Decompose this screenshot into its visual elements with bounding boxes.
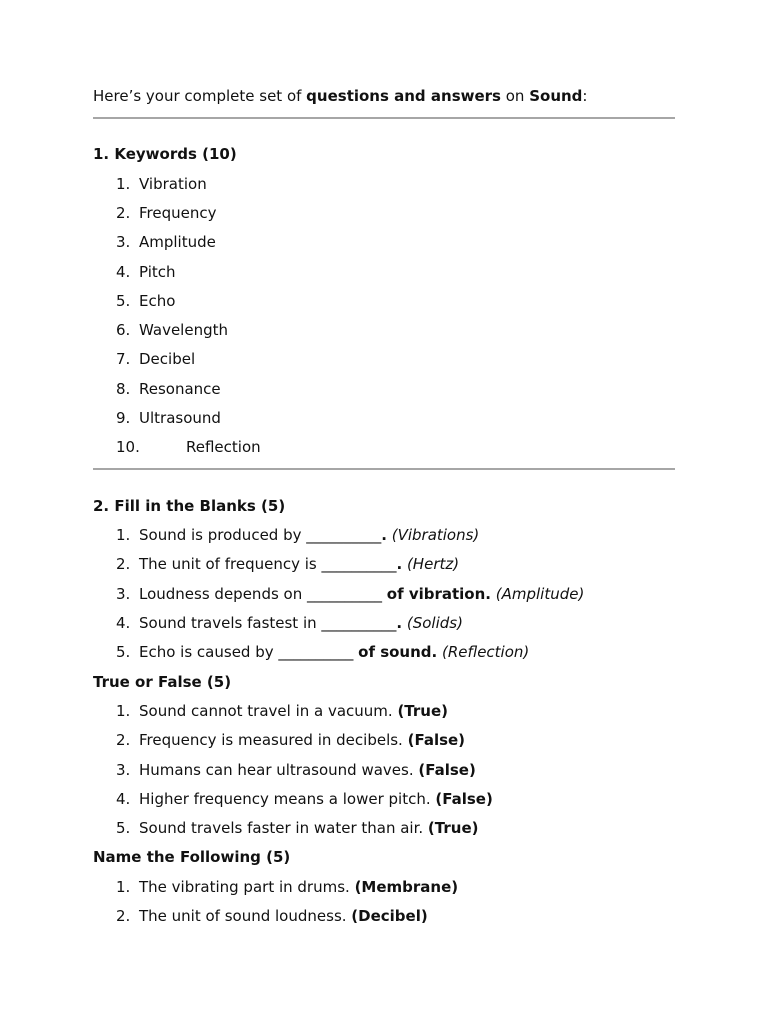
question-bold-part: . [396, 555, 403, 573]
item-content [139, 701, 448, 721]
divider-top [93, 117, 675, 119]
item-number: 2. [116, 204, 131, 222]
item-content [139, 877, 458, 897]
item-number: 3. [116, 761, 131, 779]
intro-prefix: Here’s your complete set of [93, 87, 307, 105]
prompt-text: The vibrating part in drums. [139, 878, 355, 896]
answer-text: (False) [435, 790, 493, 808]
answer-text: (False) [418, 761, 476, 779]
question-bold-part: . [381, 526, 387, 544]
question-text: Sound is produced by __________ [139, 526, 382, 544]
answer-text: (Vibrations) [386, 526, 480, 544]
item-text: Amplitude [139, 233, 216, 251]
item-number: 10. [116, 438, 140, 456]
item-content [139, 730, 465, 750]
prompt-text: The unit of sound loudness. [139, 907, 352, 925]
item-number: 4. [116, 614, 131, 632]
answer-text: (False) [407, 731, 466, 749]
item-content [139, 525, 479, 545]
answer-text: (Solids) [402, 614, 463, 632]
item-number: 3. [116, 233, 131, 251]
answer-text: (Decibel) [351, 907, 428, 925]
item-text: Frequency [139, 204, 217, 222]
item-content [139, 789, 493, 809]
item-text: Reflection [186, 438, 261, 456]
item-text: Echo [139, 292, 176, 310]
item-number: 4. [116, 790, 131, 808]
item-number: 1. [116, 878, 131, 896]
item-number: 5. [116, 292, 131, 310]
item-content [139, 554, 459, 574]
question-text: The unit of frequency is __________ [139, 555, 397, 573]
statement-text: Sound cannot travel in a vacuum. [139, 702, 398, 720]
statement-text: Frequency is measured in decibels. [139, 731, 408, 749]
intro-line [93, 86, 587, 106]
answer-text: (Membrane) [354, 878, 459, 896]
statement-text: Sound travels faster in water than air. [139, 819, 428, 837]
item-content [139, 818, 478, 838]
item-content [139, 613, 463, 633]
question-bold-part: . [396, 614, 403, 632]
item-number: 1. [116, 175, 131, 193]
item-text: Wavelength [139, 321, 228, 339]
item-text: Vibration [139, 175, 207, 193]
item-content [139, 584, 584, 604]
item-text: Pitch [139, 263, 176, 281]
item-content [139, 760, 476, 780]
intro-emphasis-topic: Sound [529, 87, 583, 105]
true-false-heading: True or False (5) [93, 673, 232, 691]
name-following-heading: Name the Following (5) [93, 848, 291, 866]
item-number: 3. [116, 585, 131, 603]
item-text: Decibel [139, 350, 196, 368]
question-text: Sound travels fastest in __________ [139, 614, 397, 632]
keywords-heading: 1. Keywords (10) [93, 145, 237, 163]
item-content [139, 642, 529, 662]
item-number: 9. [116, 409, 131, 427]
question-bold-part: of vibration. [386, 585, 491, 603]
item-number: 1. [116, 526, 131, 544]
answer-text: (True) [397, 702, 448, 720]
item-number: 5. [116, 643, 131, 661]
item-number: 5. [116, 819, 131, 837]
question-bold-part: of sound. [358, 643, 438, 661]
question-text: Loudness depends on __________ [139, 585, 387, 603]
item-number: 2. [116, 731, 131, 749]
statement-text: Humans can hear ultrasound waves. [139, 761, 419, 779]
intro-middle: on [500, 87, 530, 105]
statement-text: Higher frequency means a lower pitch. [139, 790, 436, 808]
item-number: 4. [116, 263, 131, 281]
item-content [139, 906, 428, 926]
answer-text: (Amplitude) [491, 585, 585, 603]
item-number: 7. [116, 350, 131, 368]
answer-text: (Reflection) [437, 643, 530, 661]
item-number: 6. [116, 321, 131, 339]
answer-text: (Hertz) [402, 555, 460, 573]
item-number: 2. [116, 907, 131, 925]
item-number: 1. [116, 702, 131, 720]
item-number: 8. [116, 380, 131, 398]
item-number: 2. [116, 555, 131, 573]
question-text: Echo is caused by __________ [139, 643, 359, 661]
item-text: Ultrasound [139, 409, 221, 427]
divider-middle [93, 468, 675, 470]
answer-text: (True) [427, 819, 479, 837]
item-text: Resonance [139, 380, 221, 398]
intro-suffix: : [582, 87, 588, 105]
intro-emphasis-questions: questions and answers [306, 87, 501, 105]
fill-blanks-heading: 2. Fill in the Blanks (5) [93, 497, 286, 515]
